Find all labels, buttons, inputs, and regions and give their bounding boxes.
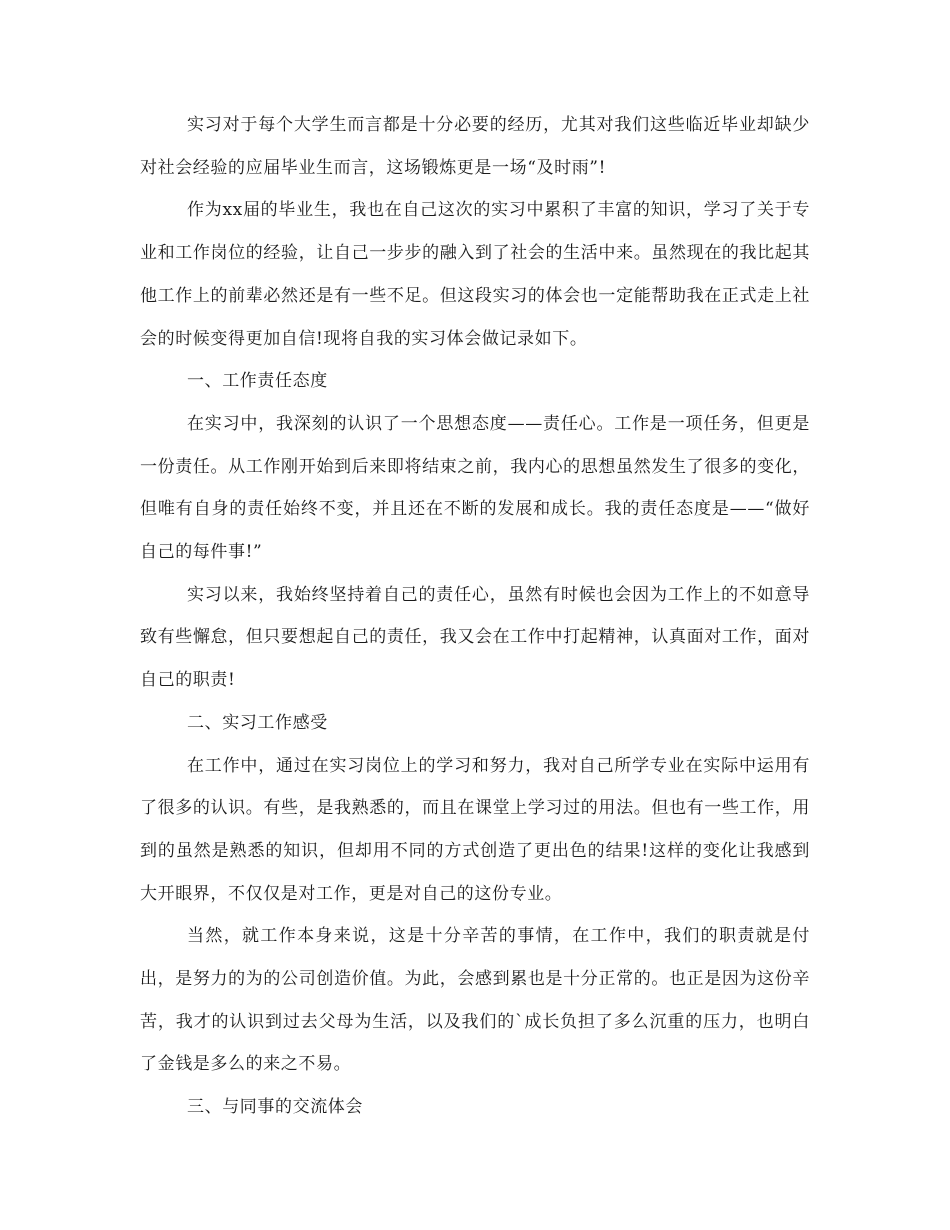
paragraph-responsibility: 在实习中，我深刻的认识了一个思想态度——责任心。工作是一项任务，但更是一份责任。从工作刚开始到后来即将结束之前，我内心的思想虽然发生了很多的变化，但唯有自身的责任始终不变，并且还在不断的发展和成长。我的责任态度是——“做好自己的每件事!” <box>140 413 810 563</box>
paragraph-persistence: 实习以来，我始终坚持着自己的责任心，虽然有时候也会因为工作上的不如意导致有些懈怠，但只要想起自己的责任，我又会在工作中打起精神，认真面对工作，面对自己的职责! <box>140 584 810 691</box>
paragraph-intro: 实习对于每个大学生而言都是十分必要的经历，尤其对我们这些临近毕业却缺少对社会经验的应届毕业生而言，这场锻炼更是一场“及时雨”! <box>140 115 810 178</box>
section-heading-2: 二、实习工作感受 <box>187 712 328 733</box>
section-heading-1: 一、工作责任态度 <box>187 371 328 392</box>
paragraph-graduate: 作为xx届的毕业生，我也在自己这次的实习中累积了丰富的知识，学习了关于专业和工作岗位的经验，让自己一步步的融入到了社会的生活中来。虽然现在的我比起其他工作上的前辈必然还是有一些不足。但这段实习的体会也一定能帮助我在正式走上社会的时候变得更加自信!现将自我的实习体会做记录如下。 <box>140 200 810 349</box>
paragraph-work-feeling: 在工作中，通过在实习岗位上的学习和努力，我对自己所学专业在实际中运用有了很多的认识。有些，是我熟悉的，而且在课堂上学习过的用法。但也有一些工作，用到的虽然是熟悉的知识，但却用不同的方式创造了更出色的结果!这样的变化让我感到大开眼界，不仅仅是对工作，更是对自己的这份专业。 <box>140 755 810 904</box>
document-body <box>140 104 810 1129</box>
section-heading-3: 三、与同事的交流体会 <box>187 1097 363 1118</box>
paragraph-hardship: 当然，就工作本身来说，这是十分辛苦的事情，在工作中，我们的职责就是付出，是努力的为的公司创造价值。为此，会感到累也是十分正常的。也正是因为这份辛苦，我才的认识到过去父母为生活，以及我们的`成长负担了多么沉重的压力，也明白了金钱是多么的来之不易。 <box>140 926 810 1075</box>
